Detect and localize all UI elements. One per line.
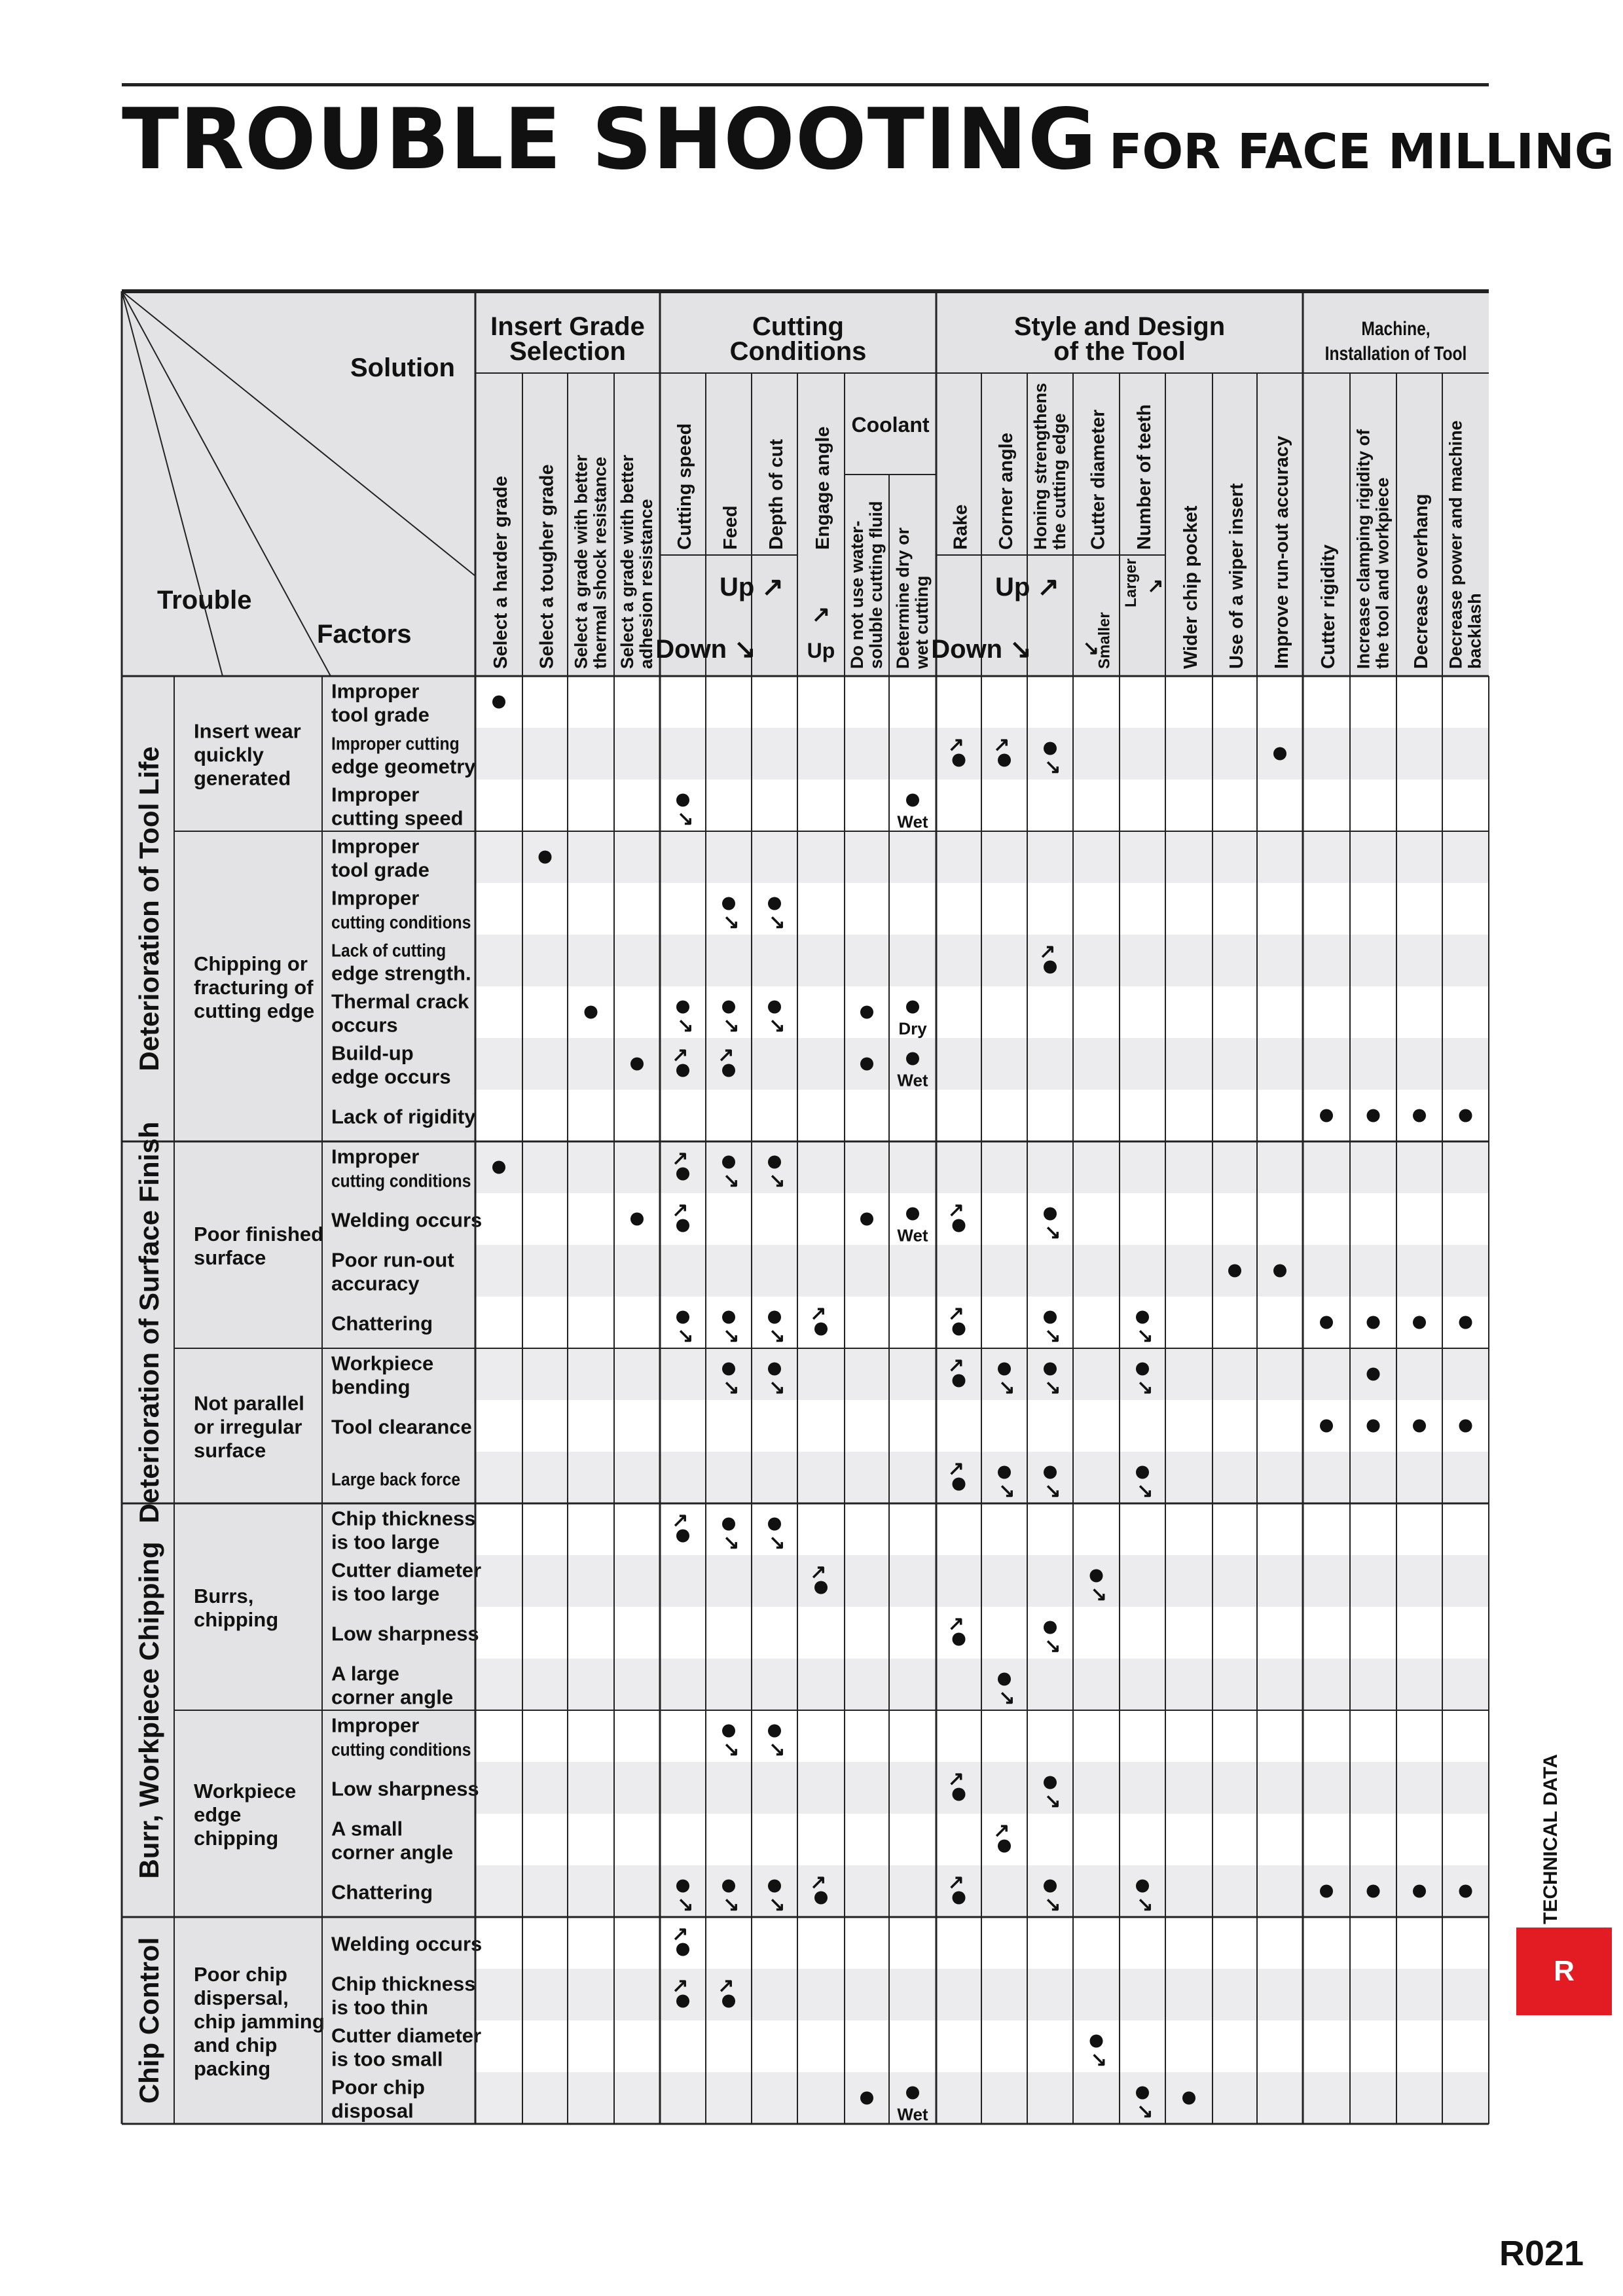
- mark-up-dot: [953, 1478, 966, 1491]
- factor-label: occurs: [331, 1013, 398, 1037]
- mark-dot: [1459, 1109, 1472, 1122]
- smaller-label: Smaller: [1095, 612, 1114, 669]
- factor-label: is too large: [331, 1530, 440, 1554]
- mark-down-arrow: ↘: [769, 911, 786, 933]
- mark-down-dot: [1044, 1311, 1057, 1324]
- mark-dot: [906, 1052, 919, 1066]
- mark-down-dot: [722, 1518, 735, 1531]
- factor-label: Poor run-out: [331, 1248, 454, 1272]
- mark-down-arrow: ↘: [723, 911, 740, 933]
- mark-dot: [906, 794, 919, 807]
- title-main: TROUBLE SHOOTING: [122, 91, 1097, 188]
- trouble-label: packing: [194, 2057, 271, 2080]
- mark-down-arrow: ↘: [723, 1376, 740, 1399]
- mark-dot: [906, 1001, 919, 1014]
- mark-up-arrow: ↗: [718, 1975, 735, 1997]
- mark-down-arrow: ↘: [723, 1738, 740, 1761]
- mark-up-arrow: ↗: [947, 1871, 965, 1893]
- mark-down-dot: [768, 897, 781, 910]
- up-label-engage: Up: [807, 639, 835, 662]
- mark-up-dot: [676, 1943, 689, 1956]
- factor-label: Improper: [331, 834, 420, 858]
- mark-down-arrow: ↘: [1044, 1635, 1061, 1657]
- column-header-20: the tool and workpiece: [1372, 477, 1393, 669]
- column-header-6: Feed: [720, 505, 741, 550]
- mark-dot: [906, 2087, 919, 2100]
- mark-down-arrow: ↘: [1044, 1480, 1061, 1502]
- mark-up-dot: [953, 1633, 966, 1646]
- mark-down-arrow: ↘: [998, 1687, 1015, 1709]
- mark-dot: [860, 2092, 873, 2105]
- mark-dot: [1367, 1885, 1380, 1898]
- mark-dot: [1320, 1316, 1333, 1329]
- mark-down-dot: [1044, 1466, 1057, 1479]
- mark-dot: [630, 1213, 644, 1226]
- mark-dot: [1273, 747, 1286, 761]
- factor-label: Build-up: [331, 1041, 414, 1065]
- factor-label: Cutter diameter: [331, 2024, 482, 2047]
- mark-down-dot: [1044, 1621, 1057, 1634]
- factor-label: Improper: [331, 679, 420, 703]
- mark-up-arrow: ↗: [672, 1147, 689, 1170]
- group-header-4: Machine,: [1361, 317, 1431, 340]
- section-label: Burr, Workpiece Chipping: [134, 1541, 164, 1879]
- trouble-label: chip jamming: [194, 2010, 325, 2033]
- mark-up-arrow: ↗: [810, 1561, 827, 1583]
- mark-up-dot: [814, 1892, 828, 1905]
- mark-dot: [630, 1058, 644, 1071]
- mark-down-dot: [1044, 1208, 1057, 1221]
- factor-label: cutting conditions: [331, 912, 471, 933]
- factor-label: Welding occurs: [331, 1932, 483, 1956]
- mark-note: Wet: [897, 1225, 928, 1246]
- trouble-label: Poor finished: [194, 1223, 324, 1246]
- column-header-17: Use of a wiper insert: [1226, 483, 1247, 669]
- column-header-9: soluble cutting fluid: [866, 501, 886, 669]
- mark-down-dot: [1136, 1466, 1149, 1479]
- factor-label: corner angle: [331, 1685, 454, 1709]
- mark-down-dot: [998, 1466, 1011, 1479]
- trouble-label: Burrs,: [194, 1585, 254, 1607]
- mark-up-dot: [953, 1219, 966, 1232]
- mark-dot: [492, 1161, 505, 1174]
- mark-dot: [1367, 1420, 1380, 1433]
- mark-down-dot: [722, 1156, 735, 1169]
- factor-label: cutting conditions: [331, 1739, 471, 1760]
- mark-up-dot: [676, 1530, 689, 1543]
- mark-dot: [1320, 1885, 1333, 1898]
- column-header-14: Cutter diameter: [1087, 409, 1109, 550]
- mark-dot: [1367, 1109, 1380, 1122]
- mark-down-dot: [722, 1001, 735, 1014]
- factor-label: cutting speed: [331, 806, 464, 830]
- factor-label: Low sharpness: [331, 1622, 479, 1645]
- factor-label: cutting conditions: [331, 1170, 471, 1191]
- down-label-tool: Down ↘: [931, 635, 1032, 664]
- factor-label: A small: [331, 1817, 403, 1840]
- factor-label: Chip thickness: [331, 1972, 476, 1996]
- mark-up-arrow: ↗: [947, 1302, 965, 1325]
- mark-down-arrow: ↘: [1137, 1376, 1154, 1399]
- mark-dot: [1459, 1420, 1472, 1433]
- factor-label: tool grade: [331, 858, 429, 882]
- factor-label: disposal: [331, 2099, 414, 2123]
- factor-label: tool grade: [331, 703, 429, 726]
- mark-down-dot: [1044, 1363, 1057, 1376]
- mark-down-dot: [722, 1880, 735, 1893]
- mark-up-arrow: ↗: [1039, 941, 1056, 963]
- mark-up-dot: [953, 1374, 966, 1388]
- mark-down-dot: [998, 1673, 1011, 1686]
- mark-down-dot: [676, 794, 689, 807]
- trouble-label: Insert wear: [194, 719, 301, 743]
- group-header-1: Insert Grade: [490, 312, 645, 341]
- mark-dot: [1182, 2092, 1195, 2105]
- column-header-8: Engage angle: [812, 426, 833, 550]
- mark-up-arrow: ↗: [947, 1768, 965, 1790]
- column-header-22: backlash: [1465, 593, 1485, 669]
- larger-label: Larger: [1122, 558, 1140, 607]
- mark-up-arrow: ↗: [810, 1302, 827, 1325]
- column-header-1: Select a harder grade: [490, 476, 511, 669]
- mark-down-dot: [1044, 1880, 1057, 1893]
- mark-down-arrow: ↘: [769, 1014, 786, 1037]
- coolant-header: Coolant: [851, 413, 930, 437]
- mark-down-dot: [722, 1725, 735, 1738]
- factor-label: Cutter diameter: [331, 1558, 482, 1582]
- column-header-10: Determine dry or: [893, 527, 913, 669]
- mark-note: Wet: [897, 812, 928, 832]
- up-label-cutting: Up ↗: [720, 573, 784, 601]
- mark-dot: [1459, 1316, 1472, 1329]
- section-label: Chip Control: [134, 1937, 164, 2104]
- mark-down-dot: [768, 1156, 781, 1169]
- trouble-label: chipping: [194, 1827, 279, 1850]
- factor-label: is too small: [331, 2047, 443, 2071]
- title-sub: FOR FACE MILLING: [1108, 124, 1614, 180]
- trouble-label: and chip: [194, 2034, 278, 2056]
- mark-up-dot: [722, 1995, 735, 2008]
- mark-up-dot: [814, 1323, 828, 1336]
- mark-down-dot: [1044, 1776, 1057, 1789]
- section-label: Deterioration of Surface Finish: [134, 1121, 164, 1524]
- mark-dot: [585, 1006, 598, 1019]
- mark-dot: [860, 1213, 873, 1226]
- column-header-4: Select a grade with better: [617, 454, 637, 669]
- mark-dot: [1367, 1316, 1380, 1329]
- trouble-label: dispersal,: [194, 1986, 289, 2009]
- mark-down-arrow: ↘: [1044, 1376, 1061, 1399]
- mark-up-arrow: ↗: [947, 1458, 965, 1480]
- mark-dot: [1459, 1885, 1472, 1898]
- trouble-label: Poor chip: [194, 1963, 287, 1986]
- mark-dot: [1413, 1885, 1426, 1898]
- trouble-label: surface: [194, 1246, 266, 1269]
- mark-down-arrow: ↘: [1044, 1893, 1061, 1916]
- trouble-label: Chipping or: [194, 952, 308, 975]
- trouble-label: quickly: [194, 743, 264, 766]
- mark-down-dot: [676, 1001, 689, 1014]
- smaller-arrow: ↘: [1082, 637, 1100, 659]
- mark-up-arrow: ↗: [672, 1199, 689, 1221]
- mark-up-dot: [953, 1788, 966, 1801]
- trouble-label: Not parallel: [194, 1391, 304, 1415]
- mark-up-arrow: ↗: [672, 1975, 689, 1997]
- mark-down-arrow: ↘: [769, 1532, 786, 1554]
- mark-down-dot: [676, 1311, 689, 1324]
- mark-up-dot: [953, 754, 966, 767]
- mark-up-arrow: ↗: [672, 1044, 689, 1066]
- mark-down-arrow: ↘: [1090, 1583, 1108, 1605]
- mark-note: Wet: [897, 1070, 928, 1090]
- mark-up-dot: [814, 1581, 828, 1594]
- mark-down-arrow: ↘: [769, 1325, 786, 1347]
- page-number: R021: [1499, 2234, 1584, 2273]
- mark-dot: [1320, 1109, 1333, 1122]
- mark-down-arrow: ↘: [1137, 1325, 1154, 1347]
- mark-up-arrow: ↗: [947, 734, 965, 756]
- column-header-22: Decrease power and machine: [1446, 420, 1466, 669]
- trouble-label: edge: [194, 1803, 242, 1826]
- mark-up-dot: [676, 1168, 689, 1181]
- column-header-3: Select a grade with better: [571, 454, 591, 669]
- column-header-9: Do not use water-: [847, 520, 867, 669]
- column-header-7: Depth of cut: [766, 439, 787, 550]
- mark-dot: [860, 1006, 873, 1019]
- mark-dot: [860, 1058, 873, 1071]
- mark-down-dot: [1136, 1363, 1149, 1376]
- mark-down-dot: [1136, 2087, 1149, 2100]
- mark-down-arrow: ↘: [677, 808, 694, 830]
- column-header-2: Select a tougher grade: [536, 464, 558, 669]
- group-header-3: of the Tool: [1053, 337, 1186, 366]
- group-header-2: Conditions: [729, 337, 867, 366]
- mark-down-arrow: ↘: [769, 1376, 786, 1399]
- mark-down-dot: [722, 1311, 735, 1324]
- column-header-15: Number of teeth: [1134, 404, 1155, 550]
- mark-down-dot: [768, 1725, 781, 1738]
- mark-dot: [1273, 1265, 1286, 1278]
- column-header-3: thermal shock resistance: [590, 456, 610, 669]
- mark-down-arrow: ↘: [677, 1893, 694, 1916]
- column-header-11: Rake: [950, 504, 972, 550]
- mark-dot: [1413, 1420, 1426, 1433]
- mark-down-arrow: ↘: [723, 1014, 740, 1037]
- factor-label: edge occurs: [331, 1065, 451, 1088]
- mark-down-dot: [1090, 2035, 1103, 2048]
- mark-up-dot: [953, 1892, 966, 1905]
- trouble-label: surface: [194, 1439, 266, 1462]
- factor-label: Lack of rigidity: [331, 1105, 476, 1128]
- mark-down-dot: [998, 1363, 1011, 1376]
- group-header-4: Installation of Tool: [1324, 342, 1467, 365]
- mark-down-dot: [1090, 1570, 1103, 1583]
- factor-label: Tool clearance: [331, 1415, 472, 1439]
- corner-solution: Solution: [350, 353, 455, 382]
- mark-dot: [1228, 1265, 1241, 1278]
- factor-label: edge strength.: [331, 961, 471, 985]
- mark-dot: [1413, 1109, 1426, 1122]
- column-header-4: adhesion resistance: [636, 499, 656, 669]
- mark-down-dot: [1136, 1311, 1149, 1324]
- factor-label: accuracy: [331, 1272, 420, 1295]
- mark-note: Wet: [897, 2104, 928, 2125]
- mark-down-arrow: ↘: [723, 1532, 740, 1554]
- mark-down-arrow: ↘: [1044, 1325, 1061, 1347]
- larger-arrow: ↗: [1147, 575, 1164, 597]
- mark-down-arrow: ↘: [769, 1893, 786, 1916]
- mark-down-arrow: ↘: [677, 1325, 694, 1347]
- column-header-13: Honing strengthens: [1030, 383, 1050, 550]
- column-header-16: Wider chip pocket: [1180, 505, 1201, 669]
- mark-down-arrow: ↘: [769, 1738, 786, 1761]
- mark-down-arrow: ↘: [723, 1325, 740, 1347]
- mark-down-arrow: ↘: [1090, 2049, 1108, 2071]
- mark-dot: [492, 696, 505, 709]
- mark-up-arrow: ↗: [947, 1199, 965, 1221]
- factor-label: Chattering: [331, 1312, 433, 1335]
- factor-label: edge geometry: [331, 755, 476, 778]
- factor-label: is too large: [331, 1582, 440, 1605]
- factor-label: Poor chip: [331, 2075, 425, 2099]
- column-header-13: the cutting edge: [1049, 413, 1069, 550]
- mark-down-arrow: ↘: [769, 1170, 786, 1192]
- column-header-18: Improve run-out accuracy: [1271, 435, 1292, 669]
- factor-label: Improper: [331, 1713, 420, 1737]
- group-header-2: Cutting: [752, 312, 844, 341]
- factor-label: Improper: [331, 1145, 420, 1168]
- mark-up-arrow: ↗: [718, 1044, 735, 1066]
- factor-label: Chip thickness: [331, 1507, 476, 1530]
- mark-up-dot: [998, 1840, 1011, 1853]
- mark-down-dot: [722, 1363, 735, 1376]
- mark-up-arrow: ↗: [993, 1820, 1010, 1842]
- technical-data-label: TECHNICAL DATA: [1540, 1754, 1561, 1924]
- up-arrow-engage: ↗: [811, 602, 831, 627]
- factor-label: Low sharpness: [331, 1777, 479, 1801]
- column-header-10: wet cutting: [912, 575, 932, 669]
- factor-label: Large back force: [331, 1469, 461, 1490]
- column-header-12: Corner angle: [996, 433, 1017, 550]
- factor-label: Chattering: [331, 1880, 433, 1904]
- mark-down-arrow: ↘: [998, 1376, 1015, 1399]
- trouble-label: generated: [194, 766, 291, 790]
- column-header-21: Decrease overhang: [1411, 493, 1432, 669]
- mark-down-arrow: ↘: [1137, 1480, 1154, 1502]
- mark-down-arrow: ↘: [1044, 756, 1061, 778]
- factor-label: is too thin: [331, 1996, 429, 2019]
- mark-down-dot: [676, 1880, 689, 1893]
- corner-trouble: Trouble: [157, 586, 252, 615]
- mark-up-dot: [953, 1323, 966, 1336]
- mark-up-dot: [998, 754, 1011, 767]
- column-header-19: Cutter rigidity: [1318, 544, 1339, 669]
- mark-down-arrow: ↘: [723, 1170, 740, 1192]
- mark-down-dot: [768, 1363, 781, 1376]
- mark-dot: [1367, 1368, 1380, 1381]
- trouble-label: chipping: [194, 1608, 279, 1631]
- mark-up-arrow: ↗: [672, 1923, 689, 1945]
- mark-up-dot: [676, 1219, 689, 1232]
- mark-down-dot: [768, 1311, 781, 1324]
- mark-up-dot: [676, 1995, 689, 2008]
- mark-note: Dry: [898, 1018, 927, 1039]
- group-header-3: Style and Design: [1013, 312, 1226, 341]
- mark-down-dot: [768, 1001, 781, 1014]
- mark-down-arrow: ↘: [1137, 1893, 1154, 1916]
- mark-dot: [539, 851, 552, 864]
- factor-label: bending: [331, 1375, 410, 1399]
- factor-label: Lack of cutting: [331, 940, 447, 961]
- mark-down-arrow: ↘: [723, 1893, 740, 1916]
- mark-dot: [1320, 1420, 1333, 1433]
- mark-dot: [1413, 1316, 1426, 1329]
- down-label-cutting: Down ↘: [655, 635, 756, 664]
- factor-label: Welding occurs: [331, 1208, 483, 1232]
- trouble-label: or irregular: [194, 1415, 302, 1439]
- factor-label: Improper: [331, 886, 420, 910]
- column-header-20: Increase clamping rigidity of: [1353, 429, 1374, 669]
- section-label: Deterioration of Tool Life: [134, 746, 164, 1071]
- mark-down-arrow: ↘: [1044, 1790, 1061, 1812]
- factor-label: Workpiece: [331, 1352, 434, 1375]
- mark-up-arrow: ↗: [993, 734, 1010, 756]
- factor-label: corner angle: [331, 1840, 454, 1864]
- mark-up-arrow: ↗: [947, 1354, 965, 1376]
- group-header-1: Selection: [509, 337, 626, 366]
- mark-down-arrow: ↘: [1044, 1221, 1061, 1244]
- up-label-tool: Up ↗: [995, 573, 1059, 601]
- mark-up-dot: [722, 1064, 735, 1077]
- mark-down-dot: [768, 1880, 781, 1893]
- factor-label: A large: [331, 1662, 399, 1685]
- mark-up-arrow: ↗: [810, 1871, 827, 1893]
- factor-label: Thermal crack: [331, 990, 469, 1013]
- factor-label: Improper cutting: [331, 733, 460, 754]
- mark-up-dot: [1044, 961, 1057, 974]
- mark-up-dot: [676, 1064, 689, 1077]
- mark-down-dot: [1044, 742, 1057, 755]
- mark-down-arrow: ↘: [998, 1480, 1015, 1502]
- mark-up-arrow: ↗: [947, 1613, 965, 1635]
- mark-down-arrow: ↘: [677, 1014, 694, 1037]
- trouble-label: fracturing of: [194, 976, 314, 999]
- section-tab-r: R: [1516, 1928, 1612, 2015]
- corner-factors: Factors: [317, 620, 412, 649]
- mark-down-dot: [768, 1518, 781, 1531]
- mark-down-dot: [1136, 1880, 1149, 1893]
- trouble-label: Workpiece: [194, 1780, 297, 1803]
- mark-up-arrow: ↗: [672, 1509, 689, 1532]
- mark-down-arrow: ↘: [1137, 2100, 1154, 2123]
- mark-down-dot: [722, 897, 735, 910]
- trouble-label: cutting edge: [194, 999, 315, 1022]
- mark-dot: [906, 1208, 919, 1221]
- column-header-5: Cutting speed: [674, 423, 695, 550]
- factor-label: Improper: [331, 783, 420, 806]
